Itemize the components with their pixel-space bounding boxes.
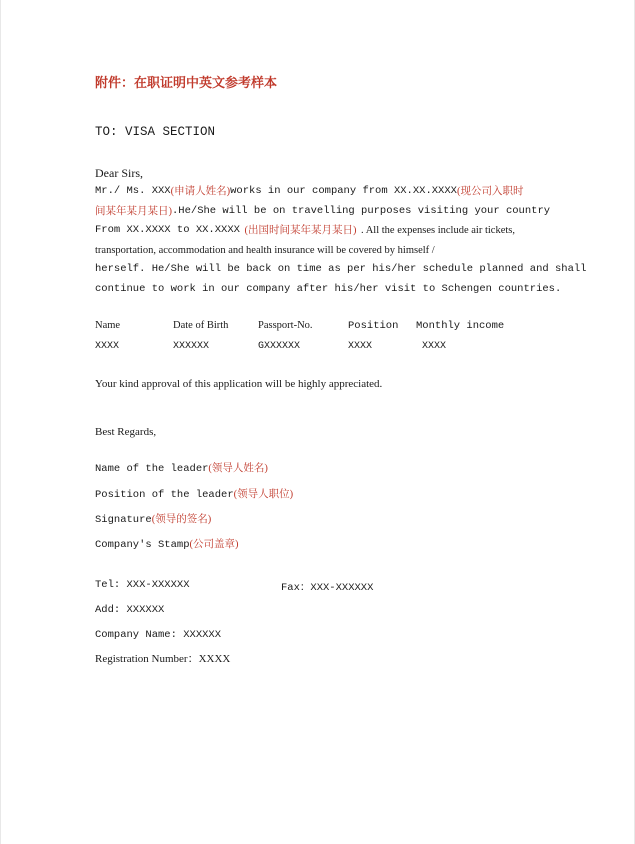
table-header-income: Monthly income [416,320,505,332]
travel-purpose-text: .He/She will be on travelling purposes visiting your country [172,204,551,217]
table-cell-position: XXXX [348,341,373,352]
document-title: 附件：在职证明中英文参考样本 [95,76,278,91]
table-cell-dob: XXXXXX [173,341,210,352]
body-paragraph [95,182,587,300]
entry-date-note-part2: 间某年某月某日) [95,205,172,217]
travel-dates-text: From XX.XXXX to XX.XXXX [95,224,240,237]
contact-fax: Fax：XXX-XXXXXX [281,582,374,594]
paragraph-line-6 [95,280,562,300]
greeting: Dear Sirs, [95,166,143,180]
table-header-position: Position [348,320,399,332]
contact-tel: Tel: XXX-XXXXXX [95,579,190,591]
applicant-salutation: Mr./ Ms. XXX [95,185,171,197]
paragraph-line-5 [95,260,587,280]
paragraph-line-2 [95,202,551,222]
signature-leader-position: Position of the leader(领导人职位) [95,489,294,501]
table-cell-passport: GXXXXXX [258,341,301,352]
table-header-passport: Passport-No. [258,320,313,331]
travel-dates-note: (出国时间某年某月某日) [244,225,357,237]
continue-work-text: continue to work in our company after his/her visit to Schengen countries. [95,282,562,295]
approval-sentence: Your kind approval of this application will be highly appreciated. [95,378,383,390]
signature-leader-name: Name of the leader(领导人姓名) [95,463,268,475]
expenses-text: . All the expenses include air tickets, [361,225,515,237]
table-cell-name: XXXX [95,341,120,352]
paragraph-line-1 [95,182,524,202]
entry-date-note-part1: (现公司入职时 [456,186,524,197]
table-header-name: Name [95,320,121,331]
contact-address: Add: XXXXXX [95,604,165,616]
closing: Best Regards, [95,426,157,438]
recipient-line: TO: VISA SECTION [95,125,216,139]
signature-company-stamp: Company's Stamp(公司盖章) [95,539,239,551]
table-cell-income: XXXX [422,341,447,352]
return-text: herself. He/She will be back on time as per his/her schedule planned and shall [95,263,587,276]
employment-start-text: works in our company from XX.XX.XXXX [230,185,457,197]
table-header-dob: Date of Birth [173,320,229,331]
contact-company-name: Company Name: XXXXXX [95,629,222,641]
signature-leader-signature: Signature(领导的签名) [95,514,212,526]
coverage-text: transportation, accommodation and health insurance will be covered by himself / [95,244,435,256]
applicant-name-note: (申请人姓名) [170,186,231,197]
paragraph-line-4 [95,241,515,261]
paragraph-line-3 [95,221,515,241]
contact-registration-number: Registration Number：XXXX [95,653,231,665]
